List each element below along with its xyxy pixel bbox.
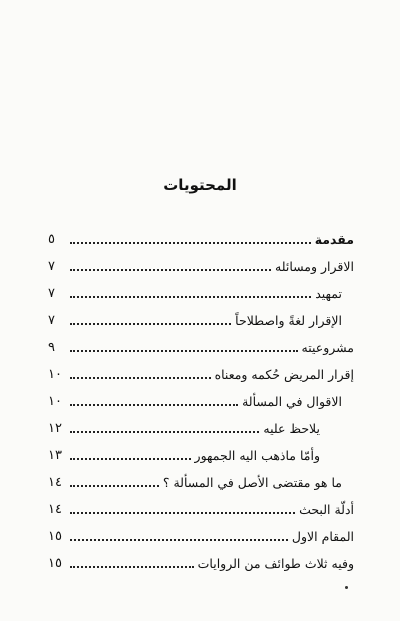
toc-entry-label: إقرار المريض حُكمه ومعناه [214, 367, 354, 382]
toc-entry-page: ١٣ [48, 448, 62, 463]
dot-leader [70, 458, 191, 460]
page-title: المحتويات [163, 176, 237, 194]
toc-entry-page: ١٥ [48, 556, 62, 571]
toc-entry-page: ٧ [48, 259, 55, 274]
toc-entry-page: ٩ [48, 340, 55, 355]
toc-entry-page: ١٤ [48, 475, 62, 490]
toc-entry [48, 390, 348, 410]
toc-entry-label: الاقوال في المسألة [242, 394, 342, 409]
toc-entry-page: ٧ [48, 313, 55, 328]
dot-leader [70, 566, 194, 568]
toc-entry-label: مقدمة [314, 232, 354, 247]
toc-entry [48, 471, 348, 491]
toc-entry [48, 417, 338, 437]
toc-entry-page: ٧ [48, 286, 55, 301]
toc-entry [48, 498, 354, 518]
toc-entry-page: ١٥ [48, 529, 62, 544]
toc-entry-page: ١٤ [48, 502, 62, 517]
dot-leader [70, 431, 259, 433]
toc-entry-label: وأمّا ماذهب اليه الجمهور [194, 448, 320, 463]
toc-entry [48, 255, 354, 275]
dot-leader [70, 242, 311, 244]
toc-entry [48, 228, 354, 248]
toc-entry [48, 552, 354, 572]
toc-entry-page: ٥ [48, 232, 55, 247]
dot-leader [70, 485, 159, 487]
dot-leader [70, 350, 298, 352]
dot-leader [70, 323, 231, 325]
toc-entry [48, 309, 348, 329]
dot-leader [70, 539, 288, 541]
toc-entry-page: ١٠ [48, 394, 62, 409]
dot-leader [70, 377, 211, 379]
toc-entry [48, 444, 338, 464]
page-mark [345, 586, 348, 589]
toc-entry-label: مشروعيته [301, 340, 354, 355]
toc-entry-page: ١٠ [48, 367, 62, 382]
toc-entry [48, 525, 354, 545]
toc-entry-label: الإقرار لغةً واصطلاحاً [235, 313, 342, 328]
toc-entry-label: ما هو مقتضى الأصل في المسألة ؟ [162, 475, 342, 490]
dot-leader [70, 269, 271, 271]
dot-leader [70, 404, 238, 406]
toc-entry-label: تمهيد [315, 286, 342, 301]
toc-entry [48, 282, 348, 302]
toc-entry [48, 363, 354, 383]
toc-entry-label: الاقرار ومسائله [275, 259, 354, 274]
dot-leader [70, 512, 295, 514]
toc-entry-page: ١٢ [48, 421, 62, 436]
toc-entry-label: يلاحظ عليه [263, 421, 320, 436]
toc-entry [48, 336, 354, 356]
toc-entry-label: وفيه ثلاث طوائف من الروايات [197, 556, 354, 571]
toc-entry-label: أدلّة البحث [299, 502, 354, 517]
toc-entry-label: المقام الاول [291, 529, 354, 544]
dot-leader [70, 296, 311, 298]
